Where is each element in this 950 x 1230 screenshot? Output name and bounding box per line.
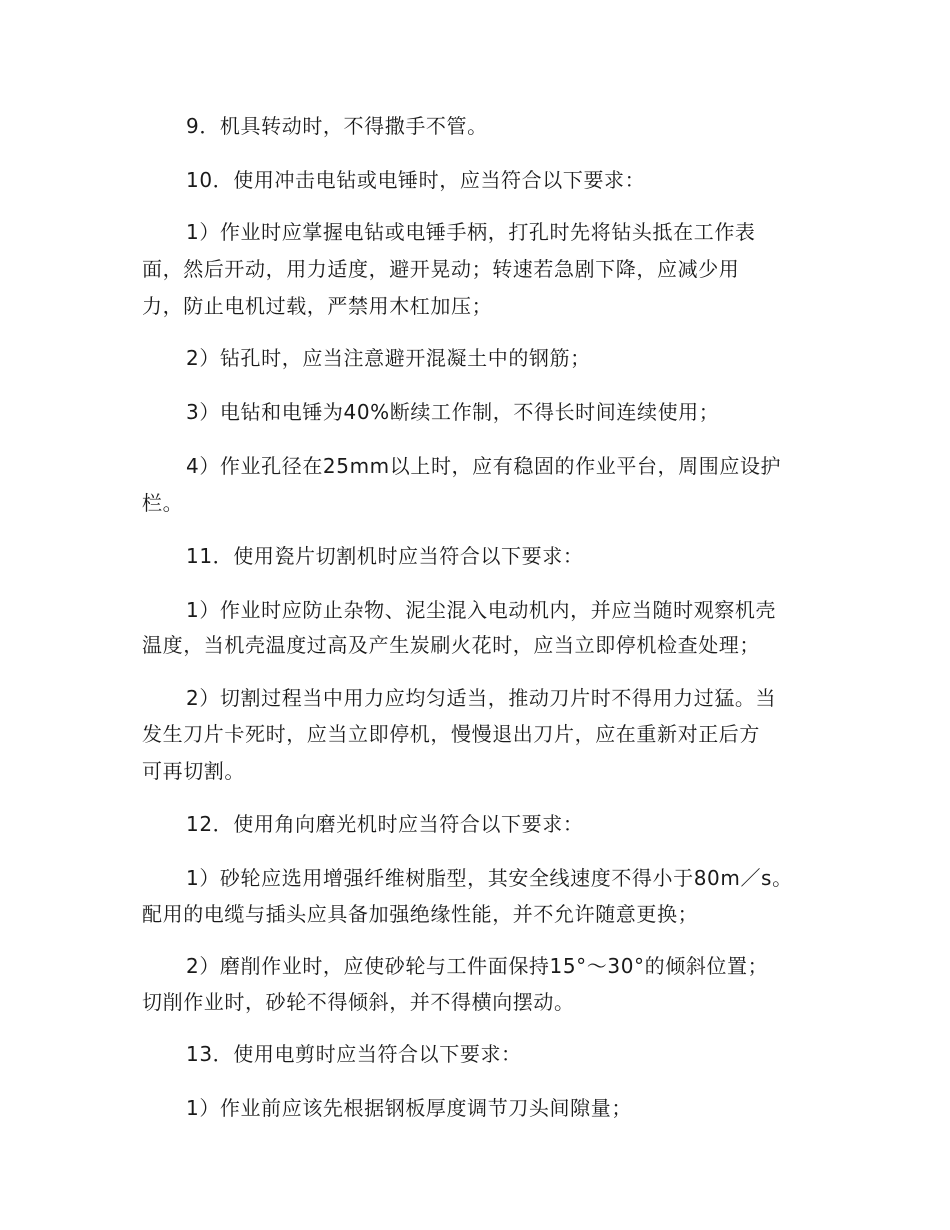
paragraph-line: 1）作业时应掌握电钻或电锤手柄，打孔时先将钻头抵在工作表 (186, 220, 756, 244)
paragraph-line: 13．使用电剪时应当符合以下要求： (186, 1042, 522, 1066)
paragraph-line: 1）砂轮应选用增强纤维树脂型，其安全线速度不得小于80m／s。 (186, 866, 793, 890)
paragraph-line: 可再切割。 (142, 759, 245, 783)
paragraph-line: 切削作业时，砂轮不得倾斜，并不得横向摆动。 (142, 990, 575, 1014)
paragraph-line: 面，然后开动，用力适度，避开晃动；转速若急剧下降，应减少用 (142, 257, 740, 281)
paragraph-line: 力，防止电机过载，严禁用木杠加压； (142, 294, 493, 318)
paragraph-line: 2）磨削作业时，应使砂轮与工件面保持15°～30°的倾斜位置； (186, 954, 769, 978)
paragraph-line: 配用的电缆与插头应具备加强绝缘性能，并不允许随意更换； (142, 902, 699, 926)
paragraph-line: 发生刀片卡死时，应当立即停机，慢慢退出刀片，应在重新对正后方 (142, 722, 760, 746)
paragraph-line: 2）切割过程当中用力应均匀适当，推动刀片时不得用力过猛。当 (186, 686, 777, 710)
paragraph-line: 3）电钻和电锤为40%断续工作制，不得长时间连续使用； (186, 400, 720, 424)
paragraph-line: 1）作业前应该先根据钢板厚度调节刀头间隙量； (186, 1096, 632, 1120)
paragraph-line: 11．使用瓷片切割机时应当符合以下要求： (186, 544, 584, 568)
paragraph-line: 1）作业时应防止杂物、泥尘混入电动机内，并应当随时观察机壳 (186, 598, 777, 622)
paragraph-line: 栏。 (142, 491, 184, 515)
paragraph-line: 10．使用冲击电钻或电锤时，应当符合以下要求： (186, 168, 646, 192)
paragraph-line: 12．使用角向磨光机时应当符合以下要求： (186, 812, 584, 836)
paragraph-line: 4）作业孔径在25mm以上时，应有稳固的作业平台，周围应设护 (186, 454, 782, 478)
paragraph-line: 温度，当机壳温度过高及产生炭刷火花时，应当立即停机检查处理； (142, 633, 760, 657)
paragraph-line: 2）钻孔时，应当注意避开混凝土中的钢筋； (186, 346, 591, 370)
paragraph-line: 9．机具转动时，不得撒手不管。 (186, 114, 488, 138)
